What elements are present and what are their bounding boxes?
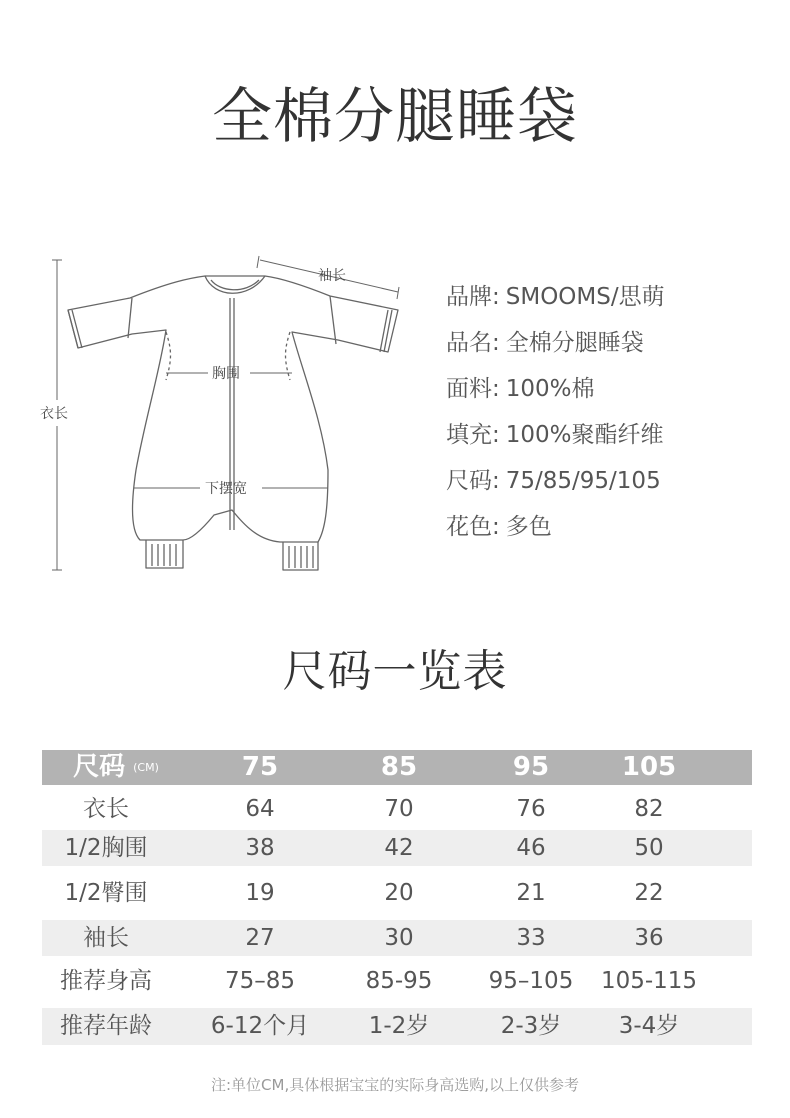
table-cell: 38	[245, 835, 275, 861]
hem-label: 下摆宽	[205, 481, 247, 497]
spec-name: 品名: 全棉分腿睡袋	[446, 330, 644, 356]
spec-sizes: 尺码: 75/85/95/105	[446, 468, 661, 494]
row-label: 1/2胸围	[64, 835, 148, 861]
table-cell: 70	[384, 796, 414, 822]
product-specs	[446, 280, 776, 556]
table-cell: 30	[384, 925, 414, 951]
header-label: 尺码 (CM)	[73, 752, 159, 782]
table-cell: 85-95	[365, 968, 433, 994]
table-cell: 64	[245, 796, 275, 822]
table-row	[42, 866, 752, 920]
header-size: 95	[512, 752, 550, 782]
header-size: 75	[241, 752, 279, 782]
table-cell: 46	[516, 835, 546, 861]
table-cell: 95–105	[488, 968, 574, 994]
table-row	[42, 788, 752, 830]
size-table-header	[42, 750, 752, 785]
table-cell: 50	[634, 835, 664, 861]
header-size: 105	[621, 752, 677, 782]
spec-brand: 品牌: SMOOMS/思萌	[446, 284, 665, 310]
table-cell: 2-3岁	[500, 1013, 562, 1039]
page-title: 全棉分腿睡袋	[212, 82, 578, 152]
length-label: 衣长	[40, 406, 68, 422]
sleeve-label: 袖长	[318, 268, 346, 284]
table-cell: 21	[516, 880, 546, 906]
table-cell: 6-12个月	[210, 1013, 310, 1039]
table-cell: 75–85	[224, 968, 296, 994]
table-cell: 27	[245, 925, 275, 951]
spec-fabric: 面料: 100%棉	[446, 376, 595, 402]
table-cell: 82	[634, 796, 664, 822]
table-row	[42, 1008, 752, 1045]
table-cell: 33	[516, 925, 546, 951]
table-cell: 22	[634, 880, 664, 906]
row-label: 袖长	[83, 925, 129, 951]
spec-color: 花色: 多色	[446, 514, 552, 540]
table-row	[42, 830, 752, 866]
unit-label: (CM)	[133, 761, 159, 774]
table-cell: 42	[384, 835, 414, 861]
table-cell: 20	[384, 880, 414, 906]
header-size: 85	[380, 752, 418, 782]
chest-label: 胸围	[212, 366, 240, 382]
size-table	[42, 750, 752, 1045]
row-label: 推荐身高	[60, 968, 152, 994]
table-cell: 19	[245, 880, 275, 906]
table-row	[42, 920, 752, 956]
table-cell: 3-4岁	[618, 1013, 680, 1039]
table-cell: 1-2岁	[368, 1013, 430, 1039]
sleeping-bag-diagram	[0, 240, 440, 600]
size-chart-title: 尺码一览表	[282, 646, 508, 697]
row-label: 1/2臀围	[64, 880, 148, 906]
spec-filling: 填充: 100%聚酯纤维	[446, 422, 664, 448]
size-table-body	[42, 788, 752, 1045]
table-row	[42, 956, 752, 1008]
row-label: 推荐年龄	[60, 1013, 152, 1039]
footnote: 注:单位CM,具体根据宝宝的实际身高选购,以上仅供参考	[210, 1076, 579, 1094]
table-cell: 76	[516, 796, 546, 822]
table-cell: 105-115	[600, 968, 698, 994]
table-cell: 36	[634, 925, 664, 951]
row-label: 衣长	[83, 796, 129, 822]
